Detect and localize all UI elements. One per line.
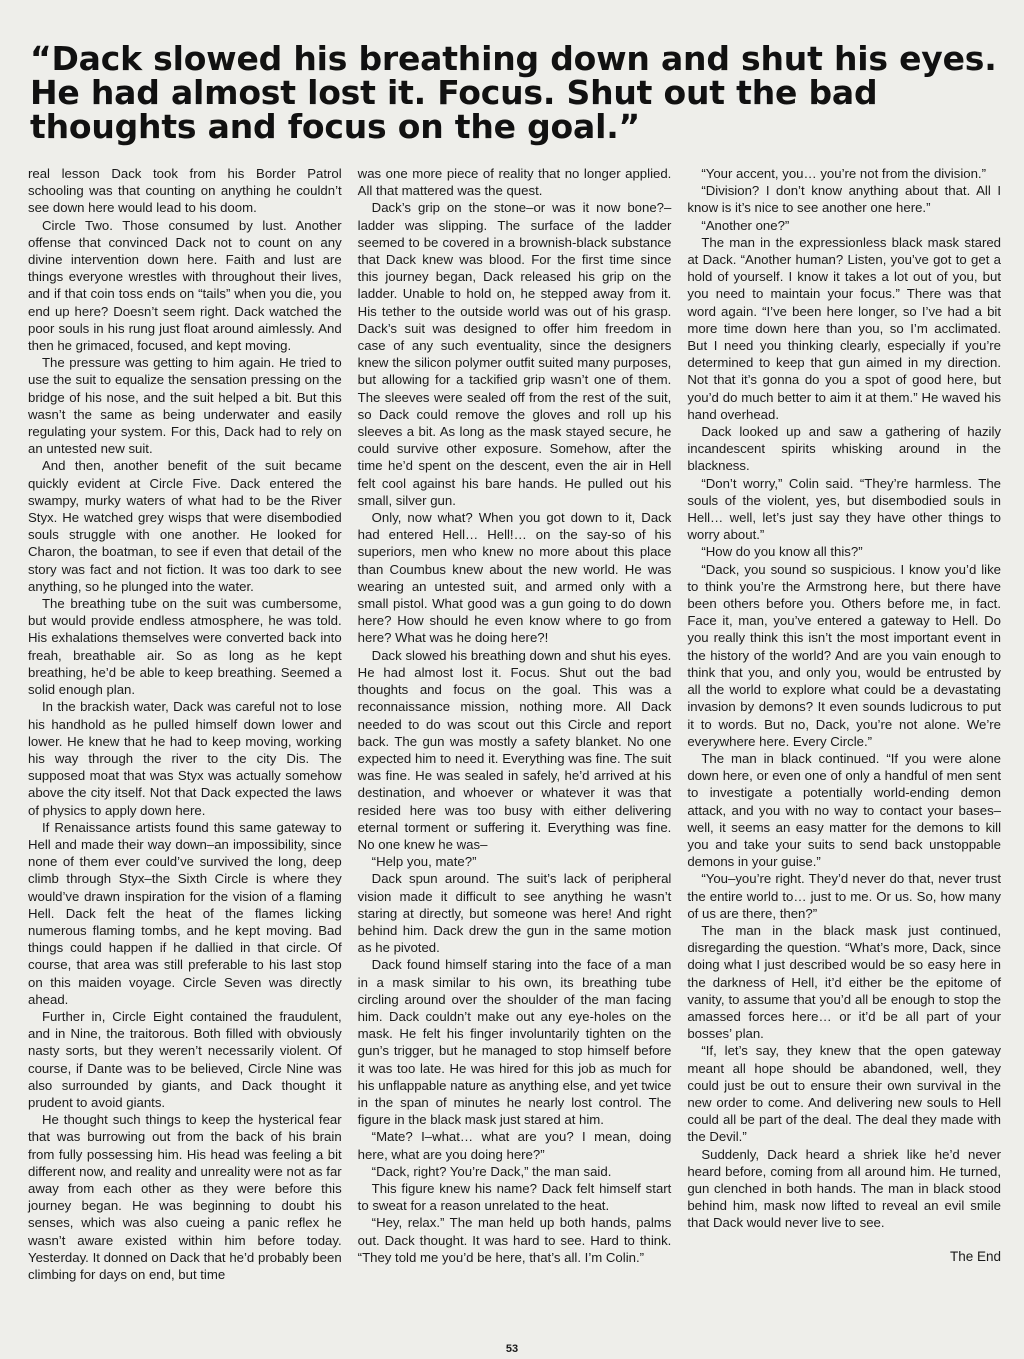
paragraph: “Hey, relax.” The man held up both hands, palms out. Dack thought. It was hard to see. Hard to think. “They told me you’d be here, that’s all. I’m Colin.” [357,1215,672,1265]
paragraph: “If, let’s say, they knew that the open gateway meant all hope should be abandoned, well, they could just be out to ensure their own survival in the new order to come. And delivering new souls to Hell could all be part of the deal. The deal they made with the Devil.” [687,1043,1002,1145]
paragraph: Dack slowed his breathing down and shut his eyes. He had almost lost it. Focus. Shut out the bad thoughts and focus on the goal. This was a reconnaissance mission, nothing more. All Dack needed to do was scout out this Circle and report back. The gun was mostly a safety blanket. No one expected him to need it. Everything was fine. The suit was fine. He was sealed in safely, he’d arrived at his destination, and whoever or whatever it was that resided here was too busy with either delivering eternal torment or suffering it. Everything was fine. No one knew he was– [357,647,672,852]
paragraph: The pressure was getting to him again. He tried to use the suit to equalize the sensation pressing on the bridge of his nose, and the suit helped a bit. But this wasn’t the same as being underwater and easily regulating your system. For this, Dack had to rely on an untested new suit. [28,355,342,457]
paragraph: Dack looked up and saw a gathering of hazily incandescent spirits whisking around in the blackness. [687,424,1002,474]
page-number: 53 [505,1343,519,1355]
paragraph: Dack’s grip on the stone–or was it now bone?–ladder was slipping. The surface of the ladder seemed to be covered in a brownish-black substance that Dack knew was blood. For the first time since this journey began, Dack released his grip on the ladder. Unable to hold on, he stepped away from it. His tether to the outside world was out of his grasp. Dack’s suit was designed to offer him freedom in case of any such eventuality, since the designers knew the silicon polymer outfit suited many purposes, but allowing for a tackified grip wasn’t one of them. The sleeves were sealed off from the rest of the suit, so Dack could remove the gloves and roll up his sleeves a bit. As long as the mask stayed secure, he could survive other exposure. Somehow, after the time he’d spent on the descent, even the air in Hell felt cool against his bare hands. He pulled out his small, silver gun. [357,200,672,508]
paragraph: This figure knew his name? Dack felt himself start to sweat for a reason unrelated to the heat. [357,1180,672,1214]
column-3-body [687,165,1001,1232]
paragraph: “You–you’re right. They’d never do that, never trust the entire world to… just to me. Or us. So, how many of us are there, then?” [687,871,1002,921]
paragraph: real lesson Dack took from his Border Patrol schooling was that counting on anything he couldn’t see down here would lead to his doom. [28,166,342,216]
paragraph: Dack found himself staring into the face of a man in a mask similar to his own, its breathing tube circling around over the shoulder of the man facing him. Dack couldn’t make out any eye-holes on the mask. He felt his finger involuntarily tighten on the gun’s trigger, but he managed to stop himself before it was too late. He was hired for this job as much for his unflappable nature as anything else, and yet twice in the span of minutes he nearly lost control. The figure in the black mask just stared at him. [357,957,672,1128]
the-end-label: The End [949,1248,1002,1264]
column-3 [687,165,1001,1283]
paragraph: Dack spun around. The suit’s lack of peripheral vision made it difficult to see anything he wasn’t staring at directly, but someone was here! And right behind him. Dack drew the gun in the same motion as he pivoted. [357,871,672,956]
paragraph: “Another one?” [701,217,790,233]
paragraph: “Division? I don’t know anything about that. All I know is it’s nice to see another one here.” [687,183,1002,216]
paragraph: The man in the expressionless black mask stared at Dack. “Another human? Listen, you’ve got to get a hold of yourself. I know it takes a lot out of you, but you need to maintain your focus.” There was that word again. “I’ve been here longer, so I’ve had a bit more time down here than you, so I’m acclimated. But I need you thinking clearly, especially if you’re determined to keep that gun aimed in my direction. Not that it’s gonna do you a spot of good here, but you’d do much better to aim it at them.” He waved his hand overhead. [687,234,1002,422]
column-2 [358,165,672,1283]
paragraph: “Mate? I–what… what are you? I mean, doing here, what are you doing here?” [357,1129,672,1162]
paragraph: The man in the black mask just continued, disregarding the question. “What’s more, Dack, since doing what I just described would be so easy here in the darkness of Hell, it’d either be the epitome of vanity, to assume that you’d all be enough to stop the amassed forces here… or it’d be all part of your bosses’ plan. [687,922,1002,1042]
pull-quote: “Dack slowed his breathing down and shut his eyes. He had almost lost it. Focus. Shut out the bad thoughts and focus on the goal.” [30,39,997,146]
story-columns [28,165,1001,1283]
paragraph: And then, another benefit of the suit became quickly evident at Circle Five. Dack entered the swampy, murky waters of what had to be the River Styx. He watched grey wisps that were disembodied souls struggle with one another. He looked for Charon, the boatman, to see if even that detail of the story was fact and not fiction. It was too dark to see anything, so he plunged into the water. [28,458,342,594]
paragraph: “Dack, you sound so suspicious. I know you’d like to think you’re the Armstrong here, but there have been others before you. Others before me, in fact. Face it, man, you’ve entered a gateway to Hell. Do you really think this isn’t the most important event in the history of the world? And are you vain enough to think that you, and only you, would be entrusted by all the world to explore what could be a devastating invasion by demons? It even sounds ludicrous to put it to words. But no, Dack, you’re not alone. We’re everywhere here. Every Circle.” [687,561,1002,749]
paragraph: Circle Two. Those consumed by lust. Another offense that convinced Dack not to count on any divine intervention down here. Faith and lust are things everyone wrestles with throughout their lives, and if that coin toss ends on “tails” when you die, you end up here? Doesn’t seem right. Dack watched the poor souls in his rung just float around aimlessly. And then he grimaced, focused, and kept moving. [28,217,342,354]
paragraph: The breathing tube on the suit was cumbersome, but would provide endless atmosphere, he was told. His exhalations themselves were converted back into freah, breathable air. So as long as he kept breathing, he’d be able to keep breathing. Seemed a solid enough plan. [28,596,342,698]
paragraph: “Don’t worry,” Colin said. “They’re harmless. The souls of the violent, yes, but disembodied souls in Hell… well, let’s just say they have other things to worry about.” [687,475,1002,543]
paragraph: “How do you know all this?” [701,544,863,560]
paragraph: “Dack, right? You’re Dack,” the man said. [371,1163,612,1179]
paragraph: Further in, Circle Eight contained the fraudulent, and in Nine, the traitorous. Both filled with obviously nasty sorts, but they weren’t necessarily violent. Of course, if Dante was to be believed, Circle Nine was also surrounded by giants, and Dack thought it prudent to avoid giants. [28,1008,342,1110]
paragraph: “Your accent, you… you’re not from the division.” [701,166,986,181]
paragraph: In the brackish water, Dack was careful not to lose his handhold as he pulled himself down lower and lower. He knew that he had to keep moving, working his way through the river to the city Dis. The supposed moat that was Styx was actually somehow above the city itself. Not that Dack expected the laws of physics to apply down here. [28,699,342,818]
paragraph: Only, now what? When you got down to it, Dack had entered Hell… Hell!… on the say-so of his superiors, men who knew no more about this place than Coumbus knew about the new world. He was wearing an untested suit, and armed only with a small pistol. What good was a gun going to do down here? How should he even know where to go from here? What was he doing here?! [357,510,672,646]
paragraph: Suddenly, Dack heard a shriek like he’d never heard before, coming from all around him. He turned, gun clenched in both hands. The man in black stood behind him, mask now lifted to reveal an evil smile that Dack would never live to see. [687,1146,1002,1231]
paragraph: was one more piece of reality that no longer applied. All that mattered was the quest. [357,166,672,199]
paragraph: He thought such things to keep the hysterical fear that was burrowing out from the back of his brain from fully possessing him. His head was feeling a bit different now, and reality and unreality were not as far away from each other as they were before this journey began. He was beginning to doubt his senses, which was also cueing a panic reflex he wasn’t aware existed within him before today. Yesterday. It donned on Dack that he’d probably been climbing for days on end, but time [28,1112,342,1282]
column-1 [28,165,342,1283]
paragraph: “Help you, mate?” [371,854,477,870]
paragraph: The man in black continued. “If you were alone down here, or even one of only a handful of men sent to investigate a potentially world-ending demon attack, and you with no way to contact your bases–well, it seems an easy matter for the demons to kill you and take your suits to send back unstoppable demons in your guise.” [687,750,1002,870]
paragraph: If Renaissance artists found this same gateway to Hell and made their way down–an impossibility, since none of them ever could’ve survived the long, deep climb through Styx–the Sixth Circle is where they would’ve drawn inspiration for the vision of a flaming Hell. Dack felt the heat of the flames licking numerous flaming tombs, and he kept moving. Bad things could happen if he dallied in that circle. Of course, that area was still preferable to his last stop on this maiden voyage. Circle Seven was directly ahead. [28,819,342,1007]
